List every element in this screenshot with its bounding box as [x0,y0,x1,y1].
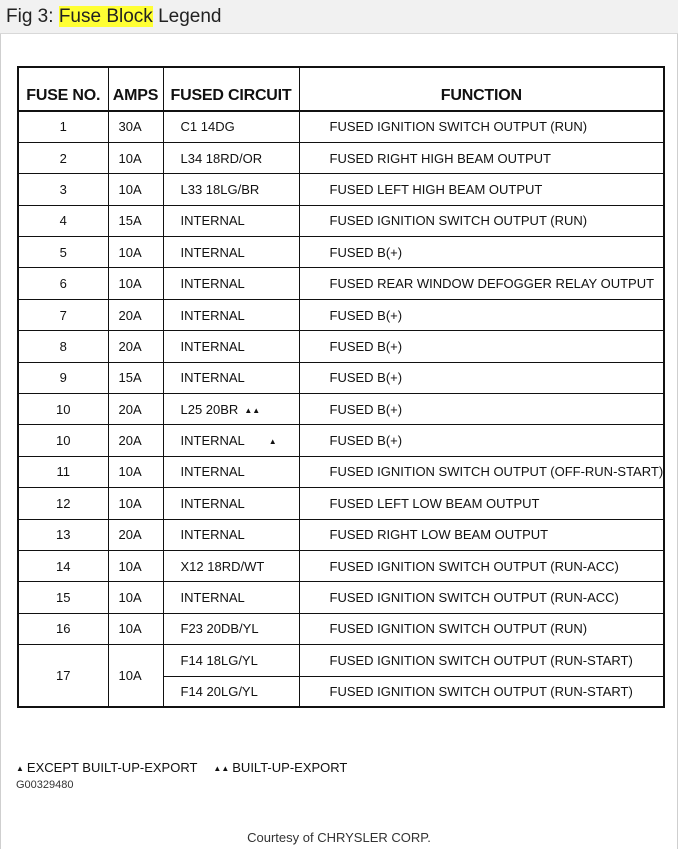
fused-circuit-cell [163,425,299,456]
table-row [18,456,664,487]
function-cell: FUSED LEFT LOW BEAM OUTPUT [299,488,664,519]
amps-cell: 15A [108,362,163,393]
fused-circuit-cell [163,394,299,425]
fused-circuit-cell [163,237,299,268]
function-cell: FUSED RIGHT LOW BEAM OUTPUT [299,519,664,550]
double-triangle-icon: ▲▲ [213,764,230,774]
circuit-label: INTERNAL [180,590,245,606]
fused-circuit-cell [163,362,299,393]
circuit-label: INTERNAL [180,276,245,292]
amps-cell: 10A [108,456,163,487]
fused-circuit-cell [163,456,299,487]
fused-circuit-cell [163,299,299,330]
single-triangle-icon: ▲ [268,437,277,447]
circuit-label: INTERNAL [180,495,245,511]
circuit-label: INTERNAL [180,433,245,449]
function-cell: FUSED B(+) [299,237,664,268]
fuse-number-cell: 14 [18,550,108,581]
amps-cell: 10A [108,142,163,173]
table-row [18,425,664,456]
fuse-number-cell: 15 [18,582,108,613]
fused-circuit-cell [163,205,299,236]
fused-circuit-cell [163,582,299,613]
circuit-label: C1 14DG [180,119,235,135]
fuse-number-cell: 8 [18,331,108,362]
circuit-label: INTERNAL [180,307,245,323]
header-amps: AMPS [108,67,163,111]
courtesy-credit: Courtesy of CHRYSLER CORP. [247,830,431,845]
table-body [18,111,664,707]
table-row [18,111,664,142]
function-cell: FUSED REAR WINDOW DEFOGGER RELAY OUTPUT [299,268,664,299]
function-cell: FUSED B(+) [299,331,664,362]
table-row [18,488,664,519]
fuse-number-cell: 7 [18,299,108,330]
fuse-number-cell: 3 [18,174,108,205]
amps-cell: 20A [108,519,163,550]
table-row [18,174,664,205]
fuse-number-cell: 10 [18,394,108,425]
fuse-legend-table [17,66,665,708]
fuse-number-cell: 17 [18,645,108,708]
fused-circuit-cell [163,613,299,644]
fuse-number-cell: 11 [18,456,108,487]
amps-cell: 10A [108,582,163,613]
amps-cell: 10A [108,613,163,644]
amps-cell: 20A [108,425,163,456]
legend-double-text: BUILT-UP-EXPORT [232,760,348,775]
fuse-number-cell: 9 [18,362,108,393]
amps-cell: 10A [108,237,163,268]
function-cell: FUSED B(+) [299,362,664,393]
function-cell: FUSED RIGHT HIGH BEAM OUTPUT [299,142,664,173]
function-cell: FUSED IGNITION SWITCH OUTPUT (RUN-ACC) [299,550,664,581]
fuse-number-cell: 6 [18,268,108,299]
circuit-label: L25 20BR [180,401,239,417]
function-cell: FUSED B(+) [299,394,664,425]
fused-circuit-cell [163,488,299,519]
table-row [18,550,664,581]
amps-cell: 20A [108,299,163,330]
fuse-number-cell: 4 [18,205,108,236]
circuit-label: L34 18RD/OR [180,150,263,166]
fuse-number-cell: 12 [18,488,108,519]
circuit-label: INTERNAL [180,338,245,354]
circuit-label: L33 18LG/BR [180,181,260,197]
fused-circuit-cell [163,331,299,362]
circuit-label: INTERNAL [180,244,245,260]
amps-cell: 15A [108,205,163,236]
table-row [18,582,664,613]
table-header-row [18,67,664,111]
circuit-label: INTERNAL [180,464,245,480]
fused-circuit-cell: F14 18LG/YL [163,645,299,676]
header-fuse-no: FUSE NO. [18,67,108,111]
fused-circuit-cell [163,111,299,142]
table-row [18,519,664,550]
figure-code: G00329480 [16,779,74,791]
caption-highlight: Fuse Block [58,6,153,27]
function-cell: FUSED IGNITION SWITCH OUTPUT (RUN-START) [299,645,664,676]
caption-suffix: Legend [152,6,222,27]
table-row [18,268,664,299]
double-triangle-icon: ▲▲ [244,405,261,415]
function-cell: FUSED B(+) [299,299,664,330]
fused-circuit-cell [163,268,299,299]
fuse-number-cell: 5 [18,237,108,268]
table-row [18,237,664,268]
table-row [18,205,664,236]
table-row [18,613,664,644]
table-row [18,331,664,362]
function-cell: FUSED IGNITION SWITCH OUTPUT (RUN) [299,111,664,142]
amps-cell: 20A [108,394,163,425]
function-cell: FUSED IGNITION SWITCH OUTPUT (RUN-START) [299,676,664,707]
function-cell: FUSED IGNITION SWITCH OUTPUT (RUN) [299,613,664,644]
table-row [18,142,664,173]
marker-legend [16,760,347,775]
function-cell: FUSED IGNITION SWITCH OUTPUT (OFF-RUN-START) [299,456,664,487]
amps-cell: 10A [108,550,163,581]
amps-cell: 20A [108,331,163,362]
circuit-label: INTERNAL [180,527,245,543]
fused-circuit-cell [163,519,299,550]
function-cell: FUSED IGNITION SWITCH OUTPUT (RUN) [299,205,664,236]
amps-cell: 10A [108,174,163,205]
table-row [18,394,664,425]
circuit-label: X12 18RD/WT [180,558,265,574]
caption-prefix: Fig 3: [6,6,59,27]
figure-caption [0,0,678,34]
fuse-number-cell: 2 [18,142,108,173]
fused-circuit-cell [163,550,299,581]
function-cell: FUSED IGNITION SWITCH OUTPUT (RUN-ACC) [299,582,664,613]
fuse-number-cell: 13 [18,519,108,550]
fuse-number-cell: 16 [18,613,108,644]
circuit-label: F23 20DB/YL [180,621,259,637]
header-fused-circuit: FUSED CIRCUIT [163,67,299,111]
table-row [18,299,664,330]
circuit-label: INTERNAL [180,213,245,229]
table-row [18,362,664,393]
fuse-number-cell: 10 [18,425,108,456]
header-function: FUNCTION [299,67,664,111]
amps-cell: 10A [108,645,163,708]
fused-circuit-cell [163,174,299,205]
fused-circuit-cell [163,142,299,173]
single-triangle-icon: ▲ [16,764,24,774]
amps-cell: 30A [108,111,163,142]
function-cell: FUSED LEFT HIGH BEAM OUTPUT [299,174,664,205]
function-cell: FUSED B(+) [299,425,664,456]
circuit-label: INTERNAL [180,370,245,386]
amps-cell: 10A [108,268,163,299]
fused-circuit-cell: F14 20LG/YL [163,676,299,707]
fuse-number-cell: 1 [18,111,108,142]
table-row [18,645,664,676]
amps-cell: 10A [108,488,163,519]
legend-single-text: EXCEPT BUILT-UP-EXPORT [26,760,198,775]
